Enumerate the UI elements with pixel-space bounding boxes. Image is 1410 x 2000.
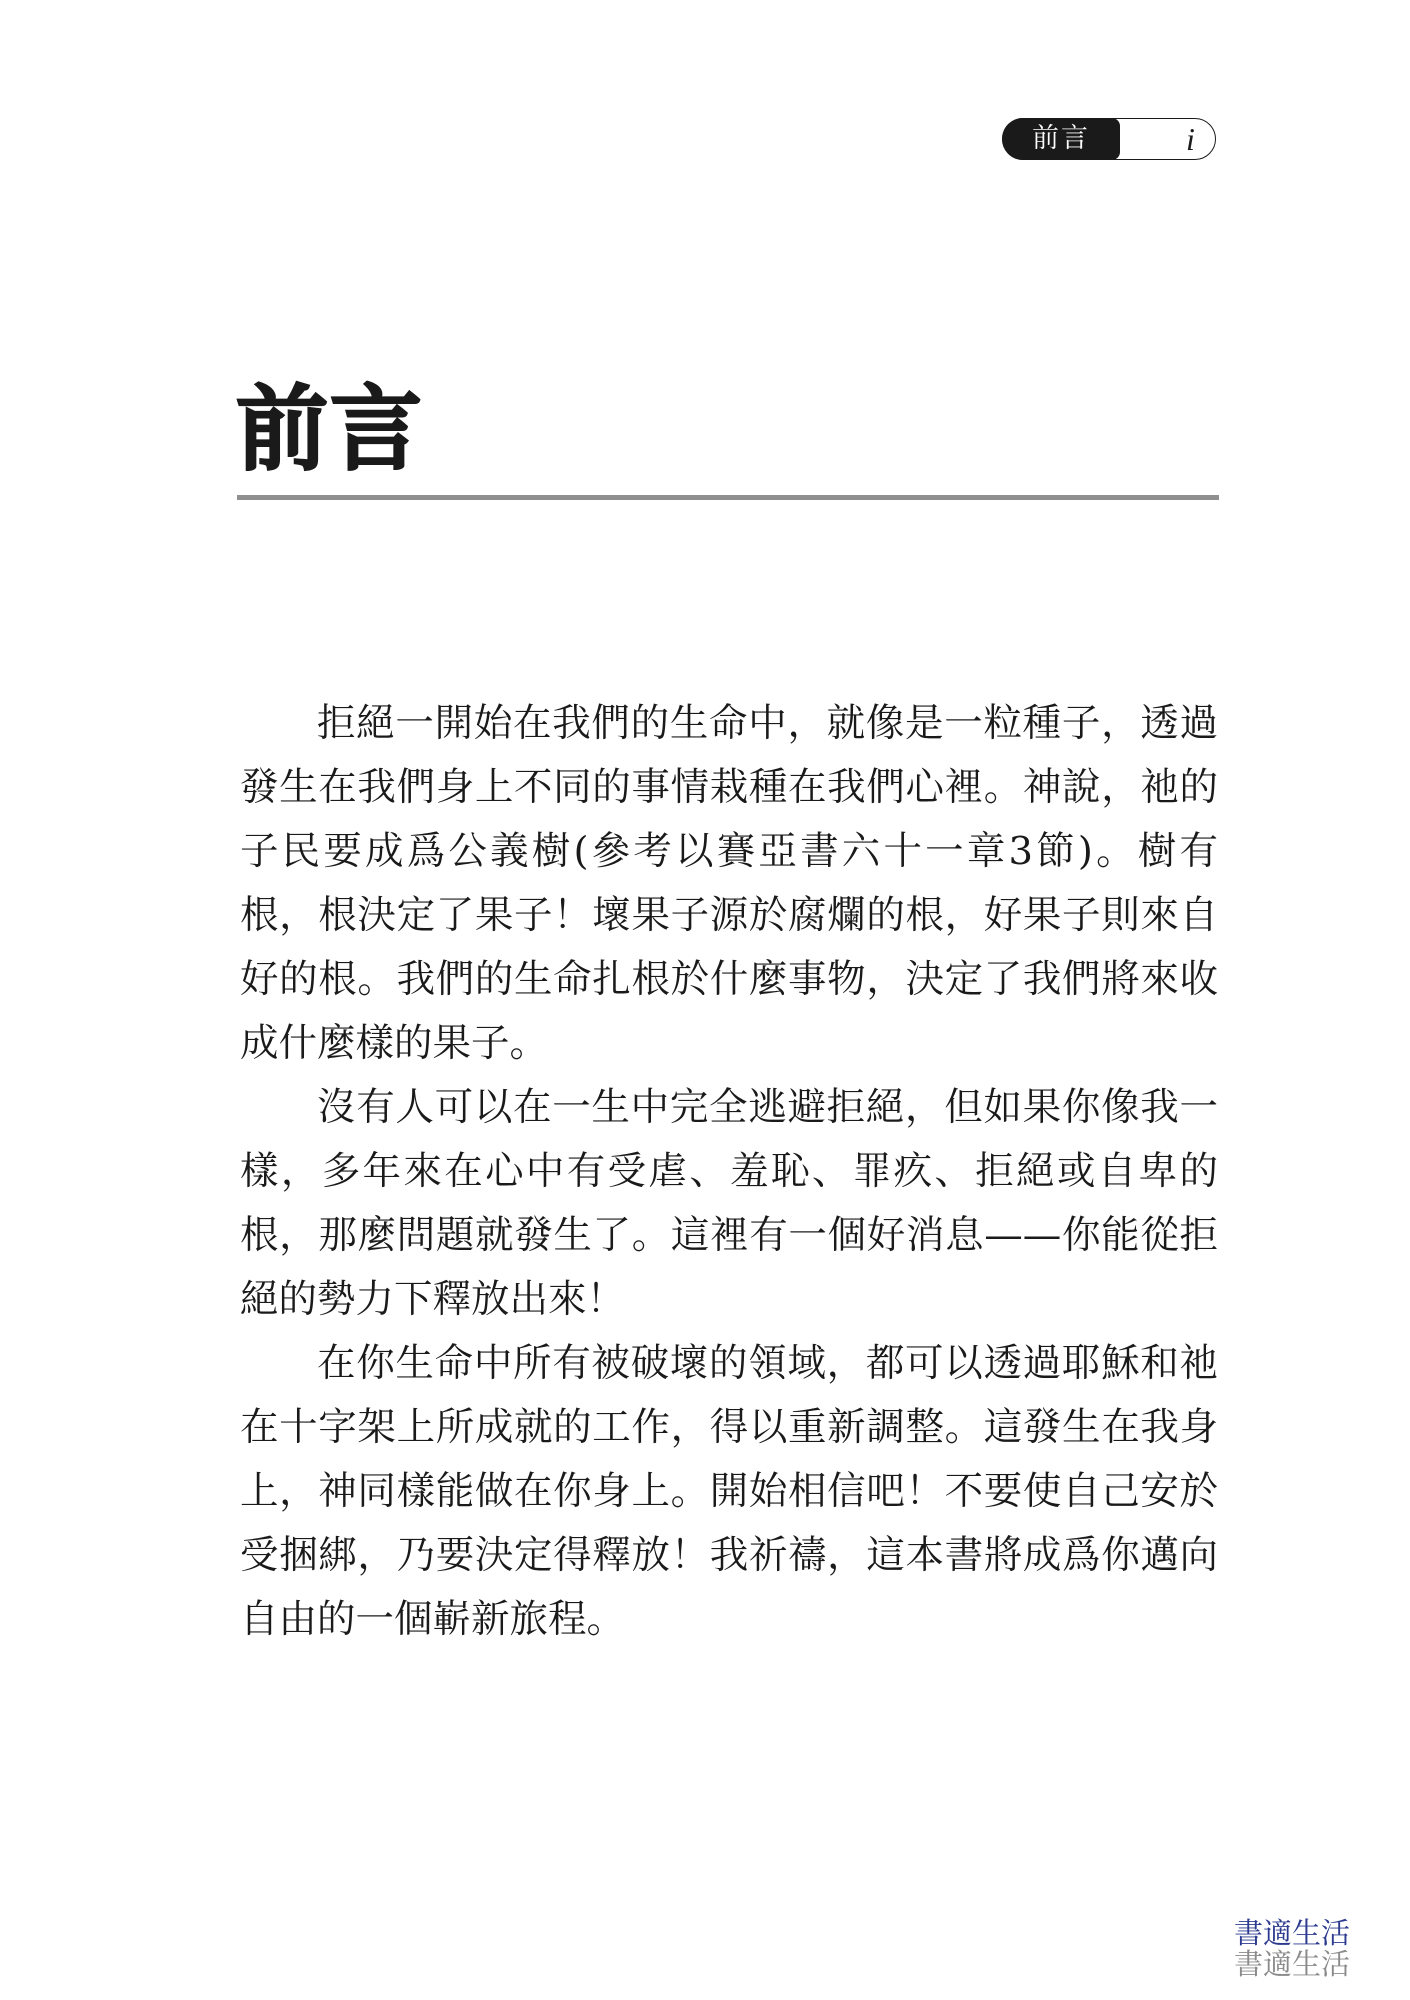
page-number: i	[1186, 121, 1195, 157]
watermark-line-1: 書適生活	[1233, 1916, 1350, 1950]
paragraph: 拒絕一開始在我們的生命中，就像是一粒種子，透過發生在我們身上不同的事情栽種在我們心裡。神說，祂的子民要成爲公義樹(參考以賽亞書六十一章3節)。樹有根，根決定了果子！壞果子源於腐爛的根，好果子則來自好的根。我們的生命扎根於什麼事物，決定了我們將來收成什麼樣的果子。	[240, 701, 1218, 1066]
paragraph: 在你生命中所有被破壞的領域，都可以透過耶穌和祂在十字架上所成就的工作，得以重新調整。這發生在我身上，神同樣能做在你身上。開始相信吧！不要使自己安於受捆綁，乃要決定得釋放！我祈禱，這本書將成爲你邁向自由的一個嶄新旅程。	[240, 1341, 1218, 1642]
title-divider	[237, 495, 1219, 500]
header-section-label: 前言	[1002, 118, 1120, 160]
paragraph: 沒有人可以在一生中完全逃避拒絕，但如果你像我一樣，多年來在心中有受虐、羞恥、罪疚、拒絕或自卑的根，那麼問題就發生了。這裡有一個好消息——你能從拒絕的勢力下釋放出來！	[240, 1085, 1218, 1322]
chapter-title: 前言	[236, 376, 425, 483]
watermark-line-2: 書適生活	[1233, 1947, 1350, 1981]
body-text	[240, 692, 1218, 1652]
running-header-tab	[1002, 118, 1218, 162]
publisher-watermark	[1234, 1918, 1350, 1980]
